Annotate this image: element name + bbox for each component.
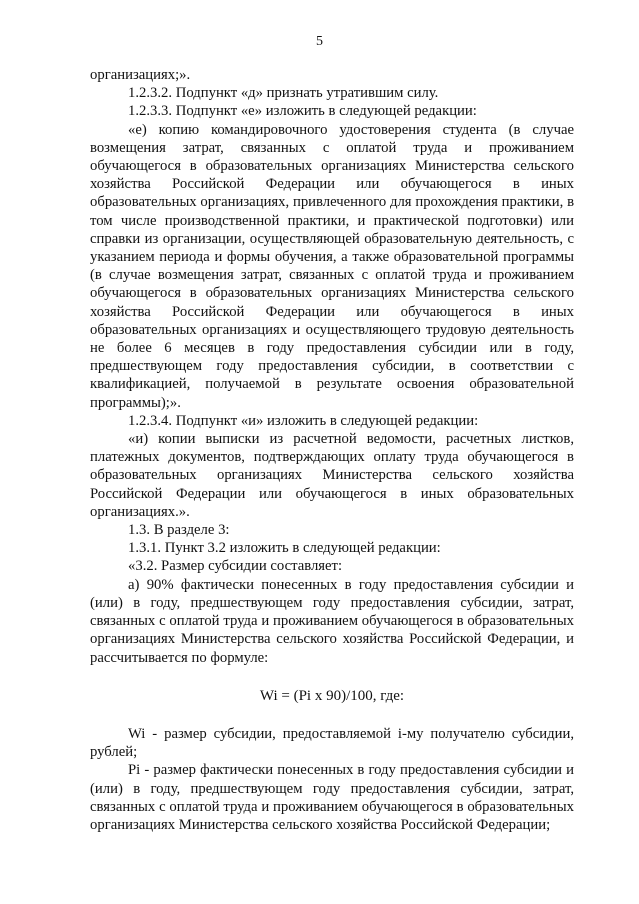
paragraph-1-3-1: 1.3.1. Пункт 3.2 изложить в следующей редакции: bbox=[128, 540, 441, 557]
paragraph-subitem-i: «и) копии выписки из расчетной ведомости, расчетных листков, платежных документов, подтверждающих оплату труда обучающегося в образовательных организациях Министерства сельского хозяйства Российской Федерации или обучающегося в иных образовательных организациях.». bbox=[90, 431, 574, 520]
paragraph-1-2-3-3: 1.2.3.3. Подпункт «е» изложить в следующей редакции: bbox=[128, 103, 477, 120]
document-body bbox=[90, 66, 574, 834]
definition-pi: Pi - размер фактически понесенных в году предоставления субсидии и (или) в году, предшествующем году предоставления субсидии, затрат, связанных с оплатой труда и проживанием обучающегося в образовательных организациях Министерства сельского хозяйства Российской Федерации; bbox=[90, 762, 574, 833]
paragraph-3-2: «3.2. Размер субсидии составляет: bbox=[128, 558, 343, 575]
paragraph-subitem-e: «е) копию командировочного удостоверения студента (в случае возмещения затрат, связанных с оплатой труда и проживанием обучающегося в образовательных организациях Министерства сельского хозяйства Российской Федерации или обучающегося в иных образовательных организациях, привлеченного для прохождения практики, в том числе производственной практики, и практической подготовки) или справки из организации, осуществляющей образовательную деятельность, с указанием периода и формы обучения, а также образовательной программы (в случае возмещения затрат, связанных с оплатой труда и проживанием обучающегося в образовательных организациях Министерства сельского хозяйства Российской Федерации или обучающегося в иных образовательных организациях и осуществляющего трудовую деятельность не более 6 месяцев в году предоставления субсидии или в году, предшествующем году предоставления субсидии, в соответствии с квалификацией, получаемой в результате освоения образовательной программы);». bbox=[90, 121, 574, 411]
paragraph-1-3: 1.3. В разделе 3: bbox=[128, 522, 230, 539]
page-number: 5 bbox=[316, 34, 323, 49]
formula: Wi = (Pi x 90)/100, где: bbox=[259, 687, 405, 704]
paragraph-1-2-3-2: 1.2.3.2. Подпункт «д» признать утратившим силу. bbox=[128, 85, 439, 102]
definition-wi: Wi - размер субсидии, предоставляемой i-му получателю субсидии, рублей; bbox=[90, 725, 574, 761]
paragraph-continuation: организациях;». bbox=[90, 67, 191, 83]
paragraph-3-2-a: а) 90% фактически понесенных в году предоставления субсидии и (или) в году, предшествующем году предоставления субсидии, затрат, связанных с оплатой труда и проживанием обучающегося в образовательных организациях Министерства сельского хозяйства Российской Федерации, и рассчитывается по формуле: bbox=[90, 576, 574, 666]
paragraph-1-2-3-4: 1.2.3.4. Подпункт «и» изложить в следующей редакции: bbox=[128, 412, 479, 429]
